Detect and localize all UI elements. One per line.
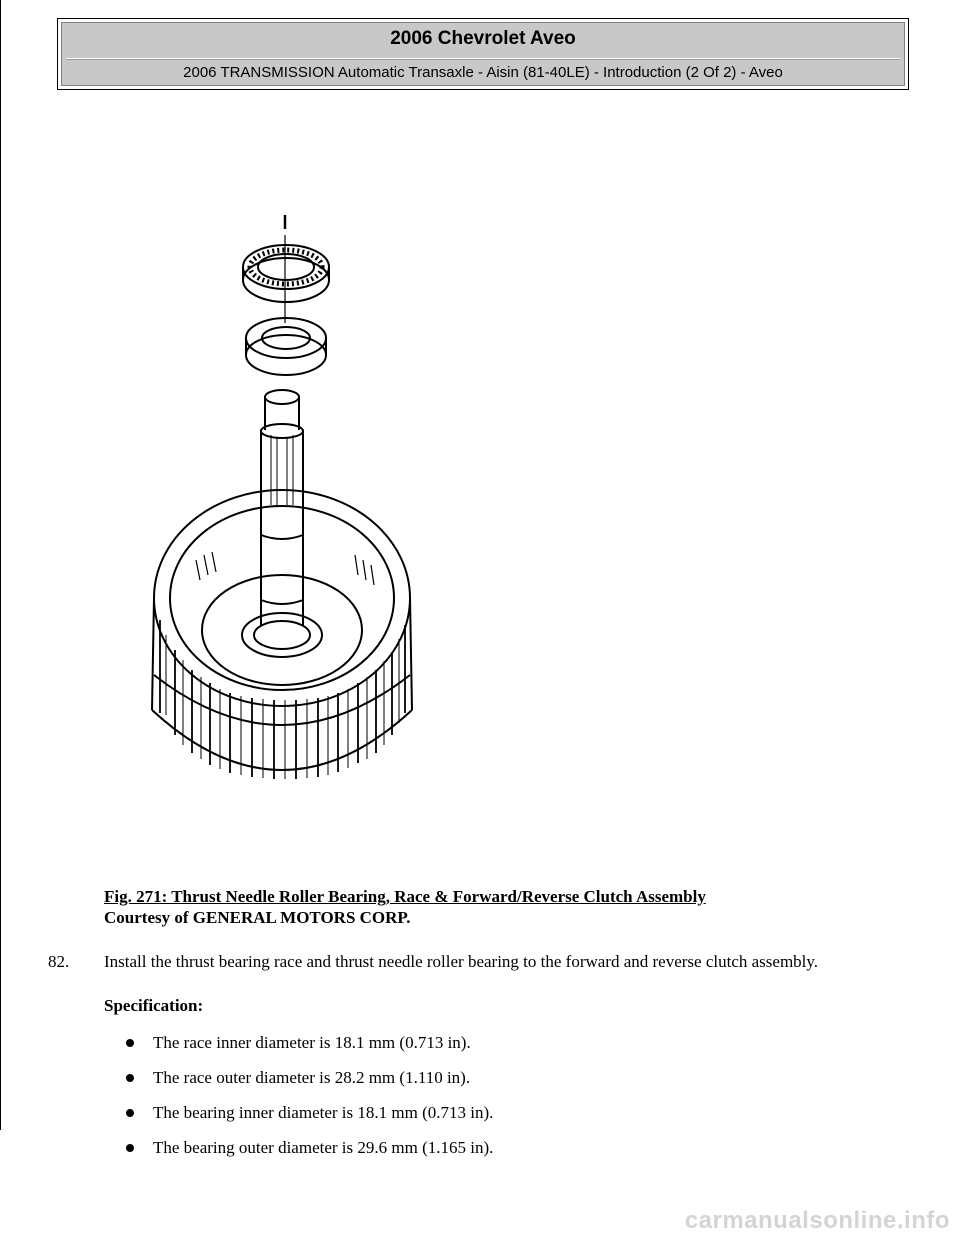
- header-divider: [66, 58, 900, 60]
- step-number: 82.: [48, 952, 70, 971]
- list-item: [126, 1068, 493, 1103]
- bullet-icon: [126, 1074, 134, 1082]
- header-subtitle: 2006 TRANSMISSION Automatic Transaxle - Aisin (81-40LE) - Introduction (2 Of 2) - Aveo: [183, 64, 783, 81]
- left-border: [0, 0, 1, 1130]
- input-shaft: [242, 390, 322, 657]
- thrust-needle-bearing: [243, 245, 329, 302]
- page-header: [57, 18, 909, 90]
- thrust-bearing-race: [246, 318, 326, 375]
- figure-caption: Fig. 271: Thrust Needle Roller Bearing, Race & Forward/Reverse Clutch Assembly: [104, 887, 706, 906]
- forward-reverse-clutch-drum: [152, 490, 412, 779]
- bullet-icon: [126, 1109, 134, 1117]
- list-item: [126, 1033, 493, 1068]
- list-item: [126, 1138, 493, 1173]
- specification-label: Specification:: [104, 996, 204, 1015]
- spec-text: The race outer diameter is 28.2 mm (1.110 in).: [153, 1068, 471, 1087]
- thrust-bearing-clutch-assembly-illustration: [130, 205, 450, 805]
- bullet-icon: [126, 1144, 134, 1152]
- spec-text: The bearing outer diameter is 29.6 mm (1.165 in).: [153, 1138, 494, 1157]
- watermark: carmanualsonline.info: [684, 1207, 950, 1234]
- bullet-icon: [126, 1039, 134, 1047]
- header-title: 2006 Chevrolet Aveo: [390, 28, 576, 49]
- specification-list: [126, 1033, 493, 1173]
- header-panel: [61, 22, 905, 86]
- figure-courtesy: Courtesy of GENERAL MOTORS CORP.: [104, 908, 411, 927]
- list-item: [126, 1103, 493, 1138]
- spec-text: The race inner diameter is 18.1 mm (0.713 in).: [153, 1033, 471, 1052]
- spec-text: The bearing inner diameter is 18.1 mm (0.713 in).: [153, 1103, 494, 1122]
- step-instruction: Install the thrust bearing race and thrust needle roller bearing to the forward and reverse clutch assembly.: [104, 952, 819, 971]
